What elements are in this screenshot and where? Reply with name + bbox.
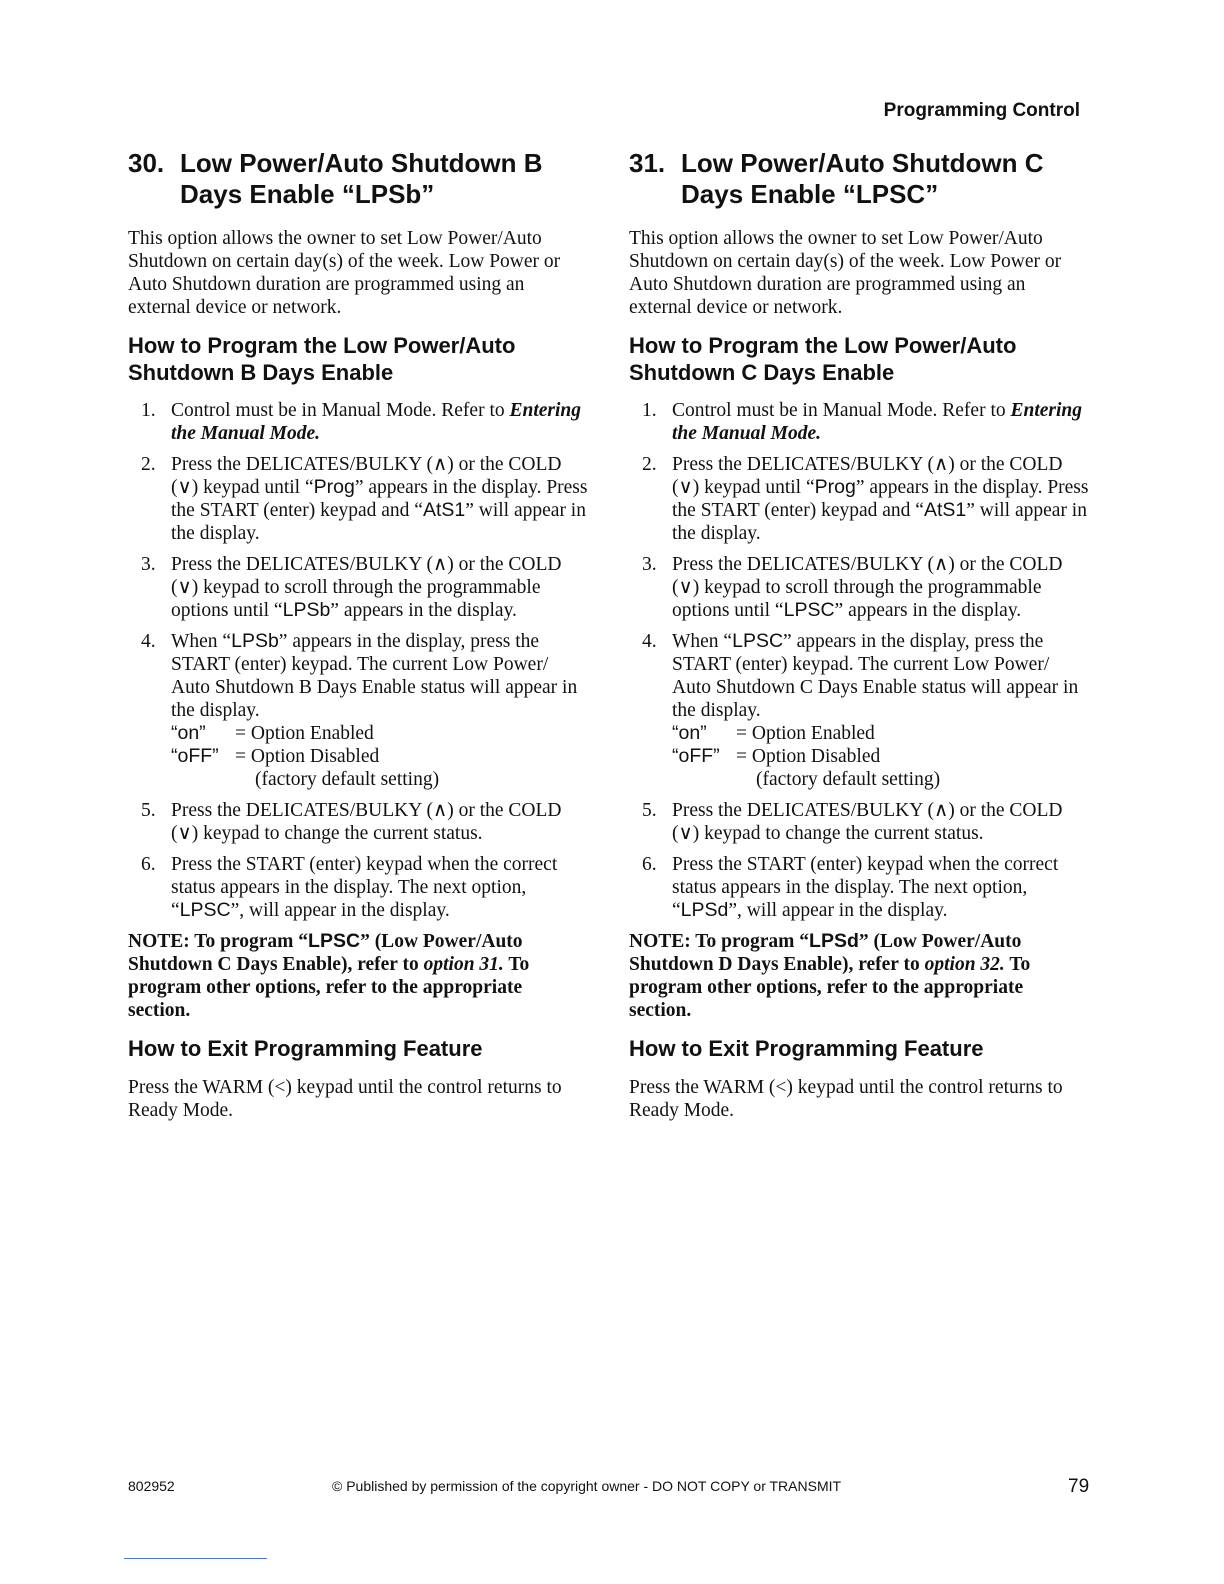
right-column (629, 148, 1089, 1136)
step-text: Press the DELICATES/BULKY (∧) or the COLD (∨) keypad to change the current status. (672, 800, 1063, 844)
exit-heading: How to Exit Programming Feature (629, 1036, 984, 1061)
step-number: 2. (642, 454, 657, 475)
status-value: = Option Enabled (736, 723, 875, 744)
note-text: ” (Low Power/Auto Shutdown C Days Enable), refer to (128, 931, 523, 975)
option-number: 30. (128, 148, 165, 178)
step-number: 5. (642, 800, 657, 821)
step-text: Press the DELICATES/BULKY (∧) or the COLD (∨) keypad to change the current status. (171, 800, 562, 844)
status-off-row (171, 745, 588, 768)
note-text: NOTE: To program “ (128, 931, 309, 952)
step-text: Control must be in Manual Mode. Refer to (171, 400, 510, 421)
steps-list (128, 399, 588, 922)
list-item (629, 553, 1089, 622)
list-item (629, 399, 1089, 445)
step-number: 4. (141, 631, 156, 652)
step-text: ” will appear in the display. (672, 500, 1087, 544)
list-item (629, 853, 1089, 922)
display-code: AtS1 (923, 499, 967, 521)
step-text: ” appears in the display, press the START (enter) keypad. The current Low Power/ Auto Shutdown B Days Enable status will appear in the display. (171, 631, 578, 721)
copyright-notice: © Published by permission of the copyright owner - DO NOT COPY or TRANSMIT (332, 1478, 842, 1494)
status-key: “oFF” (171, 745, 219, 767)
step-number: 5. (141, 800, 156, 821)
document-number: 802952 (128, 1478, 175, 1494)
display-code: LPSC (179, 899, 231, 921)
step-text: Press the DELICATES/BULKY (∧) or the COLD (∨) keypad until “ (672, 454, 1063, 498)
step-number: 2. (141, 454, 156, 475)
step-text: Press the DELICATES/BULKY (∧) or the COLD (∨) keypad to scroll through the programmable options until “ (171, 554, 562, 621)
step-text: ”, will appear in the display. (728, 900, 948, 921)
manual-mode-reference: Entering the Manual Mode. (672, 400, 1083, 444)
list-item (629, 799, 1089, 845)
step-text: ” appears in the display. Press the START (enter) keypad and “ (672, 477, 1089, 521)
option-title-text: Low Power/Auto Shutdown C Days Enable “LPSC” (681, 148, 1044, 209)
status-on-row (171, 722, 588, 745)
note-text: To program other options, refer to the appropriate section. (128, 954, 530, 1021)
list-item (629, 630, 1089, 791)
display-code: LPSd (809, 930, 859, 952)
left-column (128, 148, 588, 1136)
step-text: When “ (672, 631, 733, 652)
status-key: “oFF” (672, 745, 720, 767)
exit-heading: How to Exit Programming Feature (128, 1036, 483, 1061)
steps-list (629, 399, 1089, 922)
step-text: Press the DELICATES/BULKY (∧) or the COLD (∨) keypad until “ (171, 454, 562, 498)
note-text: NOTE: To program “ (629, 931, 810, 952)
display-code: LPSC (308, 930, 361, 952)
step-text: ” appears in the display. (330, 600, 517, 621)
display-code: LPSb (282, 599, 331, 621)
option-reference: option 31. (423, 954, 504, 975)
step-number: 6. (642, 854, 657, 875)
step-number: 4. (642, 631, 657, 652)
list-item (128, 853, 588, 922)
section-header: Programming Control (883, 100, 1080, 121)
step-text: Control must be in Manual Mode. Refer to (672, 400, 1011, 421)
option-title (629, 148, 1089, 210)
list-item (128, 630, 588, 791)
option-reference: option 32. (924, 954, 1005, 975)
display-code: Prog (814, 476, 856, 498)
step-number: 6. (141, 854, 156, 875)
step-text: Press the DELICATES/BULKY (∧) or the COLD (∨) keypad to scroll through the programmable options until “ (672, 554, 1063, 621)
factory-default-note: (factory default setting) (756, 769, 941, 790)
display-code: LPSC (732, 630, 784, 652)
status-value: = Option Disabled (235, 746, 380, 767)
step-number: 1. (642, 400, 657, 421)
step-text: Press the START (enter) keypad when the correct status appears in the display. The next option, “ (171, 854, 558, 921)
display-code: Prog (313, 476, 355, 498)
how-to-heading: How to Program the Low Power/Auto Shutdown B Days Enable (128, 333, 516, 385)
list-item (128, 799, 588, 845)
note-text: ” (Low Power/Auto Shutdown D Days Enable), refer to (629, 931, 1022, 975)
list-item (629, 453, 1089, 545)
step-number: 3. (141, 554, 156, 575)
exit-paragraph: Press the WARM (<) keypad until the control returns to Ready Mode. (128, 1076, 562, 1121)
note-paragraph (128, 930, 588, 1022)
step-text: ” appears in the display. Press the START (enter) keypad and “ (171, 477, 588, 521)
step-text: ” appears in the display, press the START (enter) keypad. The current Low Power/ Auto Shutdown C Days Enable status will appear in the display. (672, 631, 1079, 721)
display-code: LPSC (783, 599, 835, 621)
step-number: 3. (642, 554, 657, 575)
how-to-heading: How to Program the Low Power/Auto Shutdown C Days Enable (629, 333, 1017, 385)
list-item (128, 453, 588, 545)
display-code: AtS1 (422, 499, 466, 521)
step-text: Press the START (enter) keypad when the correct status appears in the display. The next option, “ (672, 854, 1059, 921)
option-number: 31. (629, 148, 666, 178)
option-title (128, 148, 588, 210)
step-text: ” will appear in the display. (171, 500, 586, 544)
intro-paragraph: This option allows the owner to set Low Power/Auto Shutdown on certain day(s) of the week. Low Power or Auto Shutdown duration are programmed using an external device or network. (629, 228, 1062, 318)
page-number: 79 (1068, 1476, 1090, 1497)
step-number: 1. (141, 400, 156, 421)
status-on-row (672, 722, 1089, 745)
factory-default-note: (factory default setting) (255, 769, 440, 790)
status-key: “on” (171, 722, 206, 744)
exit-paragraph: Press the WARM (<) keypad until the control returns to Ready Mode. (629, 1076, 1063, 1121)
note-text: To program other options, refer to the appropriate section. (629, 954, 1031, 1021)
status-value: = Option Disabled (736, 746, 881, 767)
status-key: “on” (672, 722, 707, 744)
divider (124, 1558, 267, 1559)
display-code: LPSd (680, 899, 729, 921)
list-item (128, 399, 588, 445)
step-text: When “ (171, 631, 232, 652)
step-text: ”, will appear in the display. (230, 900, 450, 921)
status-value: = Option Enabled (235, 723, 374, 744)
step-text: ” appears in the display. (834, 600, 1022, 621)
display-code: LPSb (231, 630, 279, 652)
list-item (128, 553, 588, 622)
note-paragraph (629, 930, 1089, 1022)
intro-paragraph: This option allows the owner to set Low Power/Auto Shutdown on certain day(s) of the week. Low Power or Auto Shutdown duration are programmed using an external device or network. (128, 228, 561, 318)
option-title-text: Low Power/Auto Shutdown B Days Enable “LPSb” (180, 148, 543, 209)
manual-mode-reference: Entering the Manual Mode. (171, 400, 582, 444)
status-off-row (672, 745, 1089, 768)
